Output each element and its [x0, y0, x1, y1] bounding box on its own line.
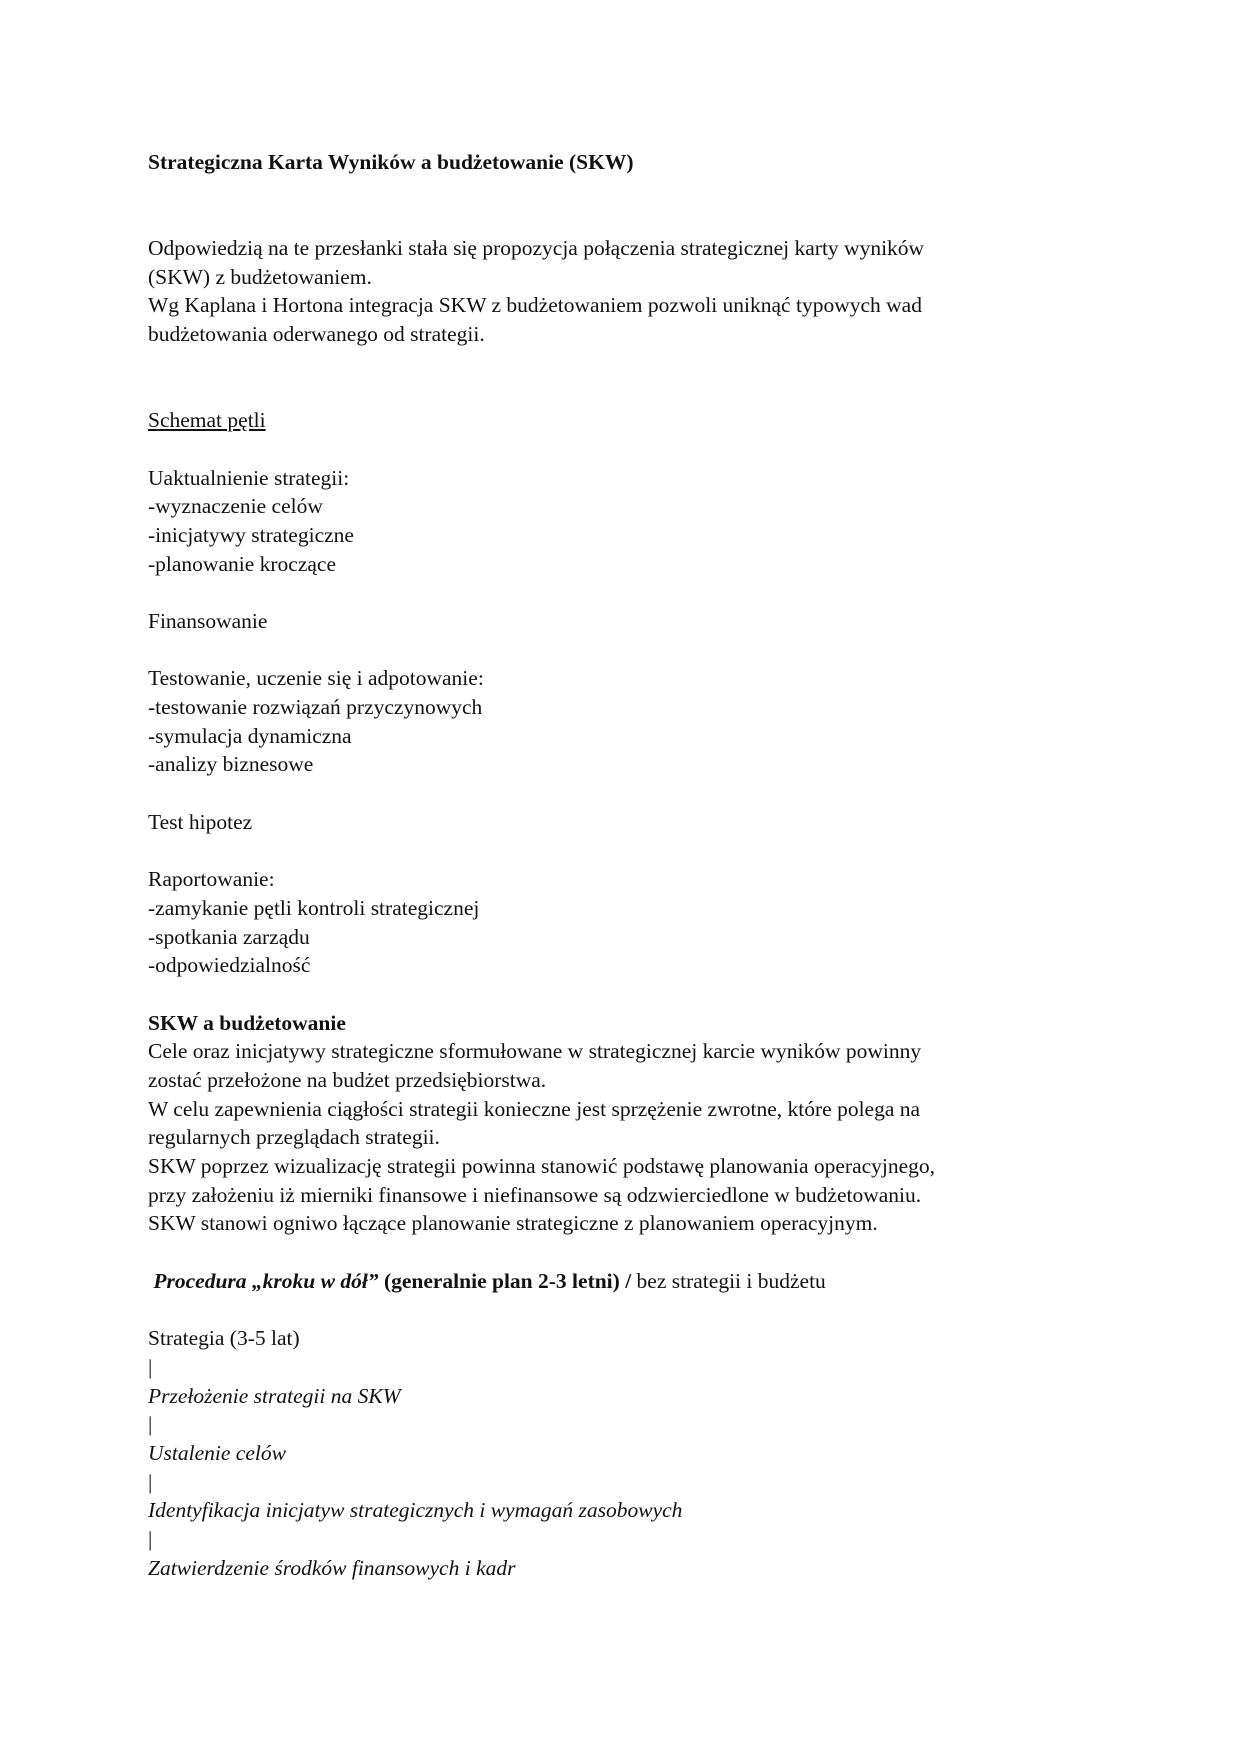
blank-line	[148, 435, 1108, 464]
text-run: Identyfikacja inicjatyw strategicznych i wymagań zasobowych	[148, 1498, 683, 1523]
text-line	[148, 1439, 1108, 1468]
text-run: Uaktualnienie strategii:	[148, 465, 350, 490]
text-line	[148, 234, 1108, 263]
text-line	[148, 1123, 1108, 1152]
text-line	[148, 865, 1108, 894]
text-line	[148, 406, 1108, 435]
text-run: Testowanie, uczenie się i adpotowanie:	[148, 666, 484, 691]
text-line	[148, 1181, 1108, 1210]
text-run: zostać przełożone na budżet przedsiębiorstwa.	[148, 1068, 547, 1092]
document-page	[148, 148, 1108, 1582]
text-run: Strategia (3-5 lat)	[148, 1326, 300, 1351]
text-run: -symulacja dynamiczna	[148, 723, 352, 748]
text-line	[148, 1468, 1108, 1497]
blank-line	[148, 177, 1108, 206]
text-line	[148, 951, 1108, 980]
text-line	[148, 1324, 1108, 1353]
text-line	[148, 808, 1108, 837]
text-run: W celu zapewnienia ciągłości strategii konieczne jest sprzężenie zwrotne, które polega na	[148, 1096, 921, 1121]
text-run: (SKW) z budżetowaniem.	[148, 264, 372, 289]
text-line	[148, 550, 1108, 579]
text-run: -testowanie rozwiązań przyczynowych	[148, 695, 483, 720]
text-line	[148, 693, 1108, 722]
blank-line	[148, 779, 1108, 808]
blank-line	[148, 205, 1108, 234]
text-run: Schemat pętli	[148, 408, 266, 433]
document-title	[148, 148, 1108, 177]
text-line	[148, 1554, 1108, 1583]
text-run: przy założeniu iż mierniki finansowe i niefinansowe są odzwierciedlone w budżetowaniu.	[148, 1182, 922, 1207]
blank-line	[148, 636, 1108, 665]
text-run: Ustalenie celów	[148, 1440, 286, 1465]
text-run: Strategiczna Karta Wyników a budżetowanie (SKW)	[148, 150, 634, 174]
text-line	[148, 320, 1108, 349]
text-run: |	[148, 1469, 153, 1494]
text-run: Test hipotez	[148, 809, 253, 834]
text-run: Przełożenie strategii na SKW	[148, 1383, 401, 1408]
text-line	[148, 607, 1108, 636]
text-line	[148, 1267, 1108, 1296]
text-line	[148, 1152, 1108, 1181]
text-line	[148, 1037, 1108, 1066]
blank-line	[148, 378, 1108, 407]
text-run: (generalnie plan 2-3 letni) /	[378, 1268, 632, 1293]
text-line	[148, 722, 1108, 751]
text-line	[148, 1382, 1108, 1411]
text-run: Raportowanie:	[148, 867, 275, 892]
text-line	[148, 263, 1108, 292]
text-run: |	[148, 1527, 153, 1551]
blank-line	[148, 349, 1108, 378]
blank-line	[148, 1296, 1108, 1325]
text-run: -wyznaczenie celów	[148, 494, 323, 519]
text-run: -inicjatywy strategiczne	[148, 522, 354, 547]
text-line	[148, 894, 1108, 923]
blank-line	[148, 837, 1108, 866]
text-line	[148, 1496, 1108, 1525]
text-run: -spotkania zarządu	[148, 924, 310, 949]
text-line	[148, 1066, 1108, 1095]
text-line	[148, 1209, 1108, 1238]
text-line	[148, 1410, 1108, 1439]
text-run: Finansowanie	[148, 609, 268, 633]
text-line	[148, 1525, 1108, 1554]
text-line	[148, 291, 1108, 320]
text-run: SKW poprzez wizualizację strategii powinna stanowić podstawę planowania operacyjnego,	[148, 1154, 936, 1179]
text-line	[148, 492, 1108, 521]
text-line	[148, 664, 1108, 693]
blank-line	[148, 980, 1108, 1009]
text-run: -zamykanie pętli kontroli strategicznej	[148, 895, 480, 920]
text-run: -planowanie kroczące	[148, 551, 337, 576]
text-run: Zatwierdzenie środków finansowych i kadr	[148, 1555, 516, 1580]
text-line	[148, 1009, 1108, 1038]
text-run: -analizy biznesowe	[148, 752, 314, 777]
text-run: SKW a budżetowanie	[148, 1010, 346, 1035]
text-run: -odpowiedzialność	[148, 953, 311, 978]
text-run: regularnych przeglądach strategii.	[148, 1125, 440, 1150]
text-run: Procedura „kroku w dół”	[148, 1268, 379, 1293]
text-run: Wg Kaplana i Hortona integracja SKW z budżetowaniem pozwoli uniknąć typowych wad	[148, 293, 922, 318]
text-run: bez strategii i budżetu	[631, 1268, 826, 1293]
blank-line	[148, 578, 1108, 607]
blank-line	[148, 1238, 1108, 1267]
text-line	[148, 1353, 1108, 1382]
text-run: Cele oraz inicjatywy strategiczne sformułowane w strategicznej karcie wyników powinny	[148, 1039, 922, 1064]
text-run: SKW stanowi ogniwo łączące planowanie strategiczne z planowaniem operacyjnym.	[148, 1211, 878, 1236]
text-line	[148, 1095, 1108, 1124]
text-line	[148, 750, 1108, 779]
text-run: |	[148, 1412, 153, 1437]
text-line	[148, 464, 1108, 493]
text-line	[148, 521, 1108, 550]
text-run: Odpowiedzią na te przesłanki stała się propozycja połączenia strategicznej karty wyników	[148, 236, 925, 261]
text-run: |	[148, 1354, 153, 1379]
text-run: budżetowania oderwanego od strategii.	[148, 322, 485, 347]
text-line	[148, 923, 1108, 952]
